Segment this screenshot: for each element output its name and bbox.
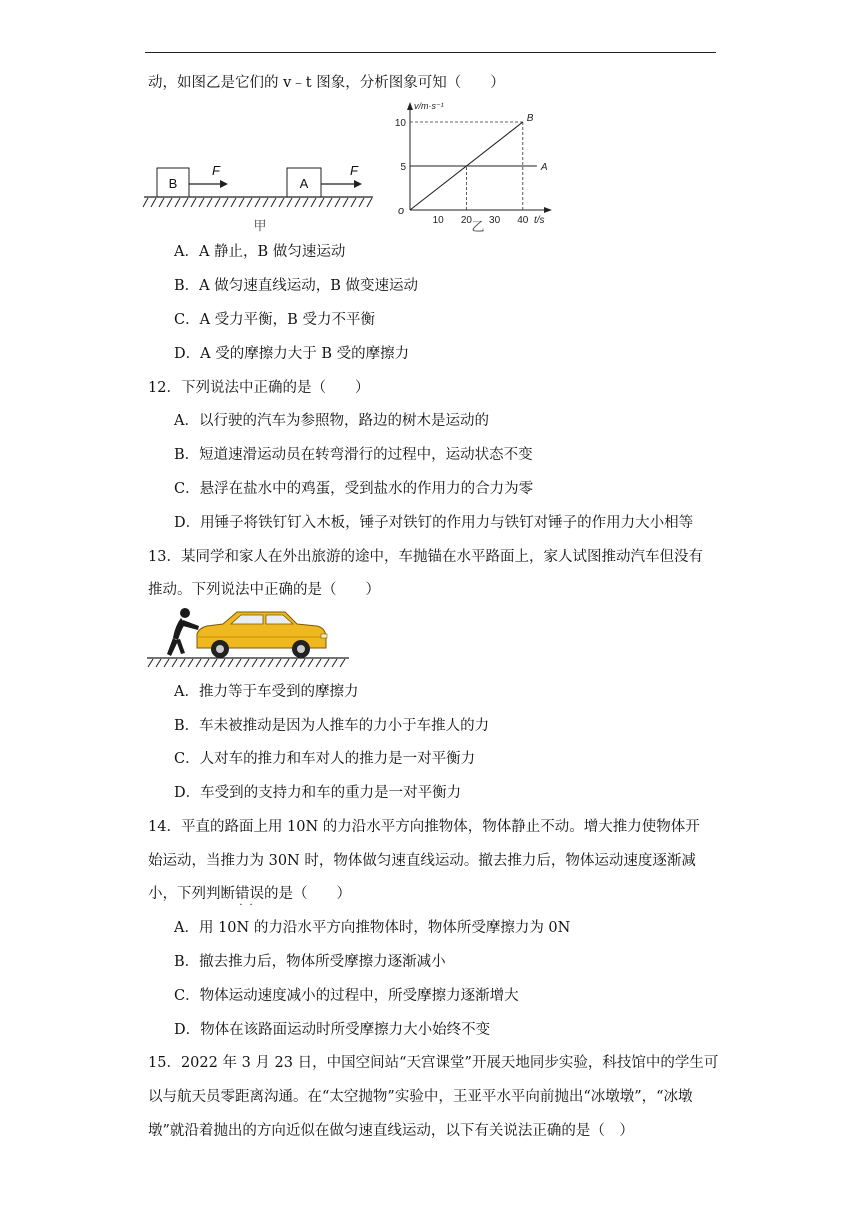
emphasis-dots: ·· (239, 900, 260, 911)
q13-option-b: B．车未被推动是因为人推车的力小于车推人的力 (174, 718, 490, 734)
q13-option-a: A．推力等于车受到的摩擦力 (174, 684, 359, 700)
force-label-b: F (212, 163, 220, 178)
q13-option-d: D．车受到的支持力和车的重力是一对平衡力 (174, 785, 462, 801)
q15-stem-line3: 墩”就沿着抛出的方向近似在做匀速直线运动，以下有关说法正确的是（ ） (148, 1123, 634, 1139)
figure-jia (140, 160, 380, 242)
origin-label: o (398, 205, 405, 217)
y-axis-label: v/m·s⁻¹ (414, 101, 444, 111)
series-label-A: A (540, 162, 548, 173)
q12-option-c: C．悬浮在盐水中的鸡蛋，受到盐水的作用力的合力为零 (174, 481, 534, 497)
ground-hatch (143, 198, 372, 207)
x-tick-label: 30 (489, 215, 501, 226)
block-b-label: B (168, 176, 178, 191)
force-label-a: F (350, 163, 358, 178)
q14-emphasis (235, 886, 264, 911)
person-figure (167, 608, 199, 656)
x-tick-label: 20 (460, 215, 472, 226)
q12-option-a: A．以行驶的汽车为参照物，路边的树木是运动的 (174, 413, 489, 429)
car-push-illustration (145, 604, 351, 668)
q14-emphasis-text: 错误 (235, 886, 264, 902)
x-axis-arrow (544, 207, 552, 213)
x-tick-label: 40 (517, 215, 529, 226)
y-tick-label: 10 (394, 118, 406, 129)
car-figure (197, 612, 327, 658)
q11-option-b: B．A 做匀速直线运动，B 做变速运动 (174, 278, 418, 294)
block-a-label: A (299, 176, 309, 191)
x-tick-label: 10 (432, 215, 444, 226)
y-tick-label: 5 (400, 162, 406, 173)
vt-chart (388, 98, 560, 238)
q15-stem-line2: 以与航天员零距离沟通。在“太空抛物”实验中，王亚平水平向前抛出“冰墩墩”，“冰墩 (148, 1089, 693, 1105)
x-axis-label: t/s (534, 215, 545, 226)
q11-option-c: C．A 受力平衡，B 受力不平衡 (174, 312, 375, 328)
q14-option-a: A．用 10N 的力沿水平方向推物体时，物体所受摩擦力为 0N (174, 920, 571, 936)
q13-stem-line2: 推动。下列说法中正确的是（ ） (148, 582, 380, 598)
y-axis-arrow (407, 102, 413, 110)
header-rule (145, 52, 716, 53)
q12-option-b: B．短道速滑运动员在转弯滑行的过程中，运动状态不变 (174, 447, 533, 463)
q11-option-d: D．A 受的摩擦力大于 B 受的摩擦力 (174, 346, 410, 362)
q14-stem-line3-pre: 小，下列判断 (148, 886, 235, 902)
figure-jia-caption: 甲 (253, 218, 267, 233)
q14-stem-line1: 14．平直的路面上用 10N 的力沿水平方向推物体，物体静止不动。增大推力使物体开 (148, 819, 700, 835)
question-11-stem-end: 动，如图乙是它们的 v﹣t 图象，分析图象可知（ ） (148, 75, 505, 91)
series-label-B: B (526, 113, 534, 124)
q13-stem-line1: 13．某同学和家人在外出旅游的途中，车抛锚在水平路面上，家人试图推动汽车但没有 (148, 549, 703, 565)
road-hatch (148, 659, 345, 667)
figure-yi-caption: 乙 (471, 219, 485, 234)
q14-option-b: B．撤去推力后，物体所受摩擦力逐渐减小 (174, 954, 446, 970)
q13-option-c: C．人对车的推力和车对人的推力是一对平衡力 (174, 751, 476, 767)
q14-option-c: C．物体运动速度减小的过程中，所受摩擦力逐渐增大 (174, 988, 519, 1004)
q11-option-a: A．A 静止，B 做匀速运动 (174, 244, 346, 260)
q14-stem-line3 (148, 884, 351, 911)
q15-stem-line1: 15．2022 年 3 月 23 日，中国空间站“天宫课堂”开展天地同步实验，科技馆中的学生可 (148, 1055, 719, 1071)
q12-option-d: D．用锤子将铁钉钉入木板，锤子对铁钉的作用力与铁钉对锤子的作用力大小相等 (174, 515, 694, 531)
q12-stem: 12．下列说法中正确的是（ ） (148, 380, 370, 396)
q14-stem-line2: 始运动，当推力为 30N 时，物体做匀速直线运动。撤去推力后，物体运动速度逐渐减 (148, 853, 696, 869)
q14-stem-line3-post: 的是（ ） (264, 886, 351, 902)
q14-option-d: D．物体在该路面运动时所受摩擦力大小始终不变 (174, 1022, 491, 1038)
